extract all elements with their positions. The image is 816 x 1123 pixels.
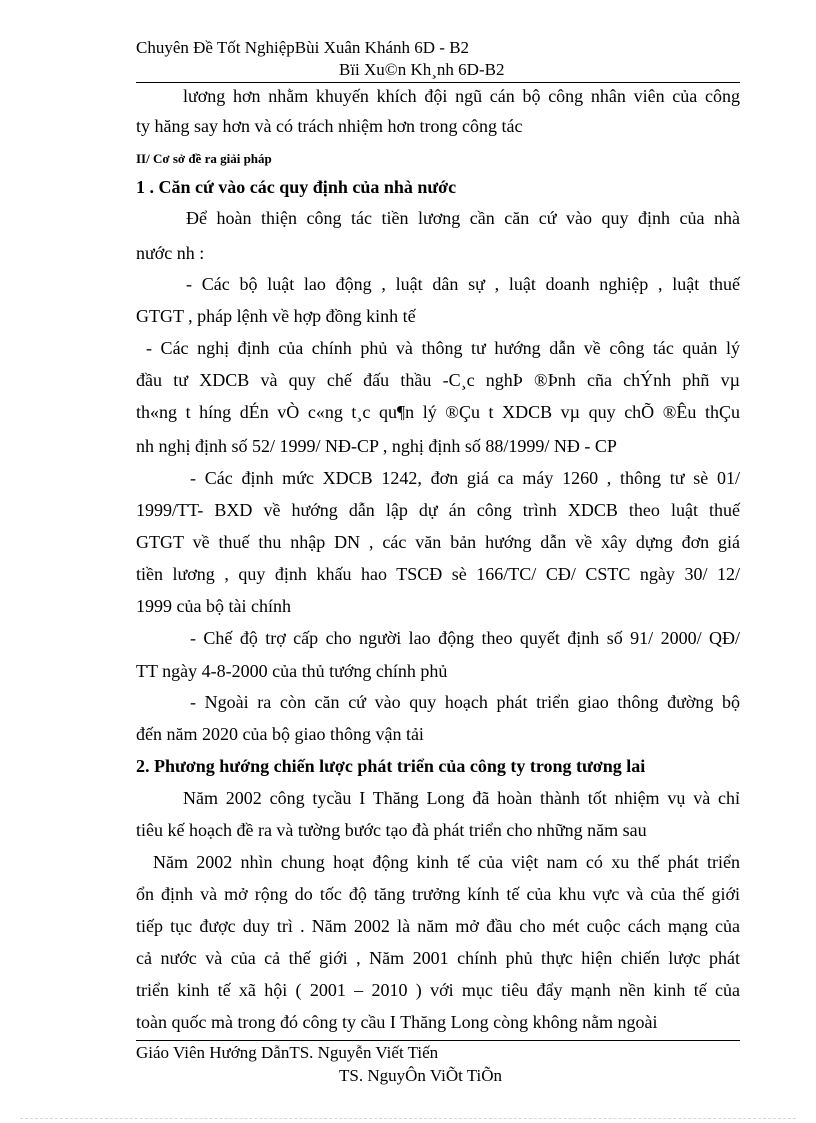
footer-line-1: Giáo Viên Hướng DẫnTS. Nguyễn Viết Tiến [136,1043,439,1062]
body-line-20: - Ngoài ra còn căn cứ vào quy hoạch phát triển giao thông đường bộ [190,692,740,712]
header-line-1: Chuyên Đề Tốt NghiệpBùi Xuân Khánh 6D - B2 [136,38,470,57]
body-line-26: ổn định và mở rộng do tốc độ tăng trưởng kính tế của khu vực và của thế giới [136,884,740,904]
section-heading-ii: II/ Cơ sở đề ra giải pháp [136,151,272,166]
body-line-9: - Các nghị định của chính phủ và thông tư hướng dẫn về công tác quản lý [146,338,740,358]
body-line-8: GTGT , pháp lệnh về hợp đồng kinh tế [136,306,416,326]
header-line-2: Bïi Xu©n Kh¸nh 6D-B2 [339,60,505,79]
body-line-15: GTGT về thuế thu nhập DN , các văn bản hướng dẫn về xây dựng đơn giá [136,532,740,552]
body-line-23: Năm 2002 công tycầu I Thăng Long đã hoàn thành tốt nhiệm vụ và chỉ [183,788,740,808]
body-line-25: Năm 2002 nhìn chung hoạt động kinh tế của việt nam có xu thế phát triển [153,852,740,872]
body-line-24: tiêu kế hoạch đề ra và tường bước tạo đà phát triển cho những năm sau [136,820,647,840]
body-line-12: nh nghị định số 52/ 1999/ NĐ-CP , nghị định số 88/1999/ NĐ - CP [136,436,617,456]
body-line-30: toàn quốc mà trong đó công ty cầu I Thăng Long còng không nằm ngoài [136,1012,658,1032]
body-line-28: cả nước và của cả thế giới , Năm 2001 chính phủ thực hiện chiến lược phát [136,948,740,968]
body-line-13: - Các định mức XDCB 1242, đơn giá ca máy 1260 , thông tư sè 01/ [190,468,740,488]
body-line-21: đến năm 2020 của bộ giao thông vận tải [136,724,424,744]
body-line-7: - Các bộ luật lao động , luật dân sự , luật doanh nghiệp , luật thuế [186,274,740,294]
page-break-line [20,1118,796,1119]
footer-line-2: TS. NguyÔn ViÕt TiÕn [339,1066,503,1085]
body-line-2: ty hăng say hơn và có trách nhiệm hơn trong công tác [136,116,523,136]
header-divider [136,82,740,83]
body-line-14: 1999/TT- BXD về hướng dẫn lập dự án công trình XDCB theo luật thuế [136,500,740,520]
body-line-27: tiếp tục được duy trì . Năm 2002 là năm mở đầu cho mét cuộc cách mạng của [136,916,740,936]
footer-divider [136,1040,740,1041]
body-line-16: tiền lương , quy định khấu hao TSCĐ sè 166/TC/ CĐ/ CSTC ngày 30/ 12/ [136,564,740,584]
body-line-11: th«ng t híng dÉn vÒ c«ng t¸c qu¶n lý ®Çu t XDCB vµ quy chÕ ®Êu thÇu [136,402,740,422]
body-line-17: 1999 của bộ tài chính [136,596,291,616]
body-line-19: TT ngày 4-8-2000 của thủ tướng chính phủ [136,661,448,681]
body-line-10: đầu tư XDCB và quy chế đấu thầu -C¸c nghÞ ®Þnh cña chÝnh phñ vµ [136,370,740,390]
body-line-5: Để hoàn thiện công tác tiền lương cần căn cứ vào quy định của nhà [186,208,740,228]
section-heading-2: 2. Phương hướng chiến lược phát triển của công ty trong tương lai [136,756,646,776]
section-heading-1: 1 . Căn cứ vào các quy định của nhà nước [136,177,457,197]
body-line-29: triển kinh tế xã hội ( 2001 – 2010 ) với mục tiêu đẩy mạnh nền kinh tế của [136,980,740,1000]
body-line-18: - Chế độ trợ cấp cho người lao động theo quyết định số 91/ 2000/ QĐ/ [190,628,740,648]
body-line-6: nước nh : [136,243,205,263]
body-line-1: lương hơn nhằm khuyến khích đội ngũ cán bộ công nhân viên của công [183,86,740,106]
